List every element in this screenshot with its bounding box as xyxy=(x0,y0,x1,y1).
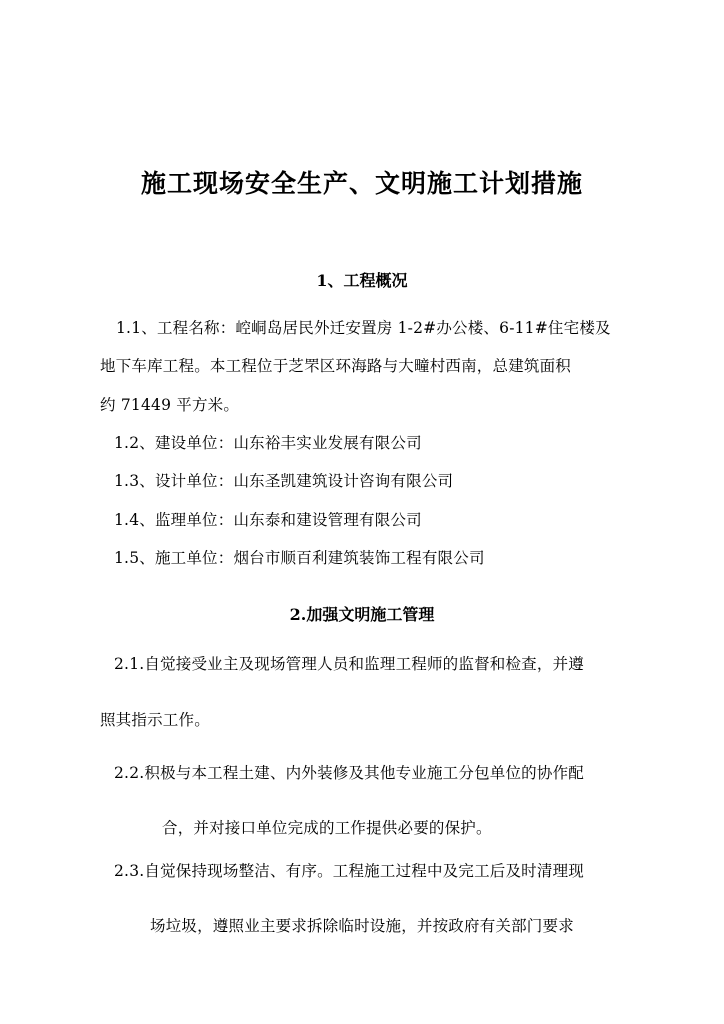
section-2-heading: 2.加强文明施工管理 xyxy=(289,605,435,624)
section-1-3-line: 1.3、设计单位：山东圣凯建筑设计咨询有限公司 xyxy=(114,472,454,490)
section-2-3-line-2: 场垃圾，遵照业主要求拆除临时设施，并按政府有关部门要求 xyxy=(150,917,574,935)
section-1-1-line-2: 地下车库工程。本工程位于芝罘区环海路与大疃村西南，总建筑面积 xyxy=(100,357,572,375)
section-1-1-line-3: 约 71449 平方米。 xyxy=(100,396,240,414)
section-2-2-line-2: 合，并对接口单位完成的工作提供必要的保护。 xyxy=(162,819,492,837)
section-1-1-line-1: 1.1、工程名称：崆峒岛居民外迁安置房 1-2#办公楼、6-11#住宅楼及 xyxy=(116,319,611,337)
document-title: 施工现场安全生产、文明施工计划措施 xyxy=(140,169,583,198)
section-2-1-line-1: 2.1.自觉接受业主及现场管理人员和监理工程师的监督和检查，并遵 xyxy=(114,655,584,673)
section-1-heading: 1、工程概况 xyxy=(316,271,408,290)
section-2-3-line-1: 2.3.自觉保持现场整洁、有序。工程施工过程中及完工后及时清理现 xyxy=(114,862,584,880)
section-2-1-line-2: 照其指示工作。 xyxy=(100,711,210,729)
section-1-4-line: 1.4、监理单位：山东泰和建设管理有限公司 xyxy=(114,511,422,529)
section-1-2-line: 1.2、建设单位：山东裕丰实业发展有限公司 xyxy=(114,434,422,452)
section-2-2-line-1: 2.2.积极与本工程土建、内外装修及其他专业施工分包单位的协作配 xyxy=(114,764,584,782)
section-1-5-line: 1.5、施工单位：烟台市顺百利建筑装饰工程有限公司 xyxy=(114,549,485,567)
